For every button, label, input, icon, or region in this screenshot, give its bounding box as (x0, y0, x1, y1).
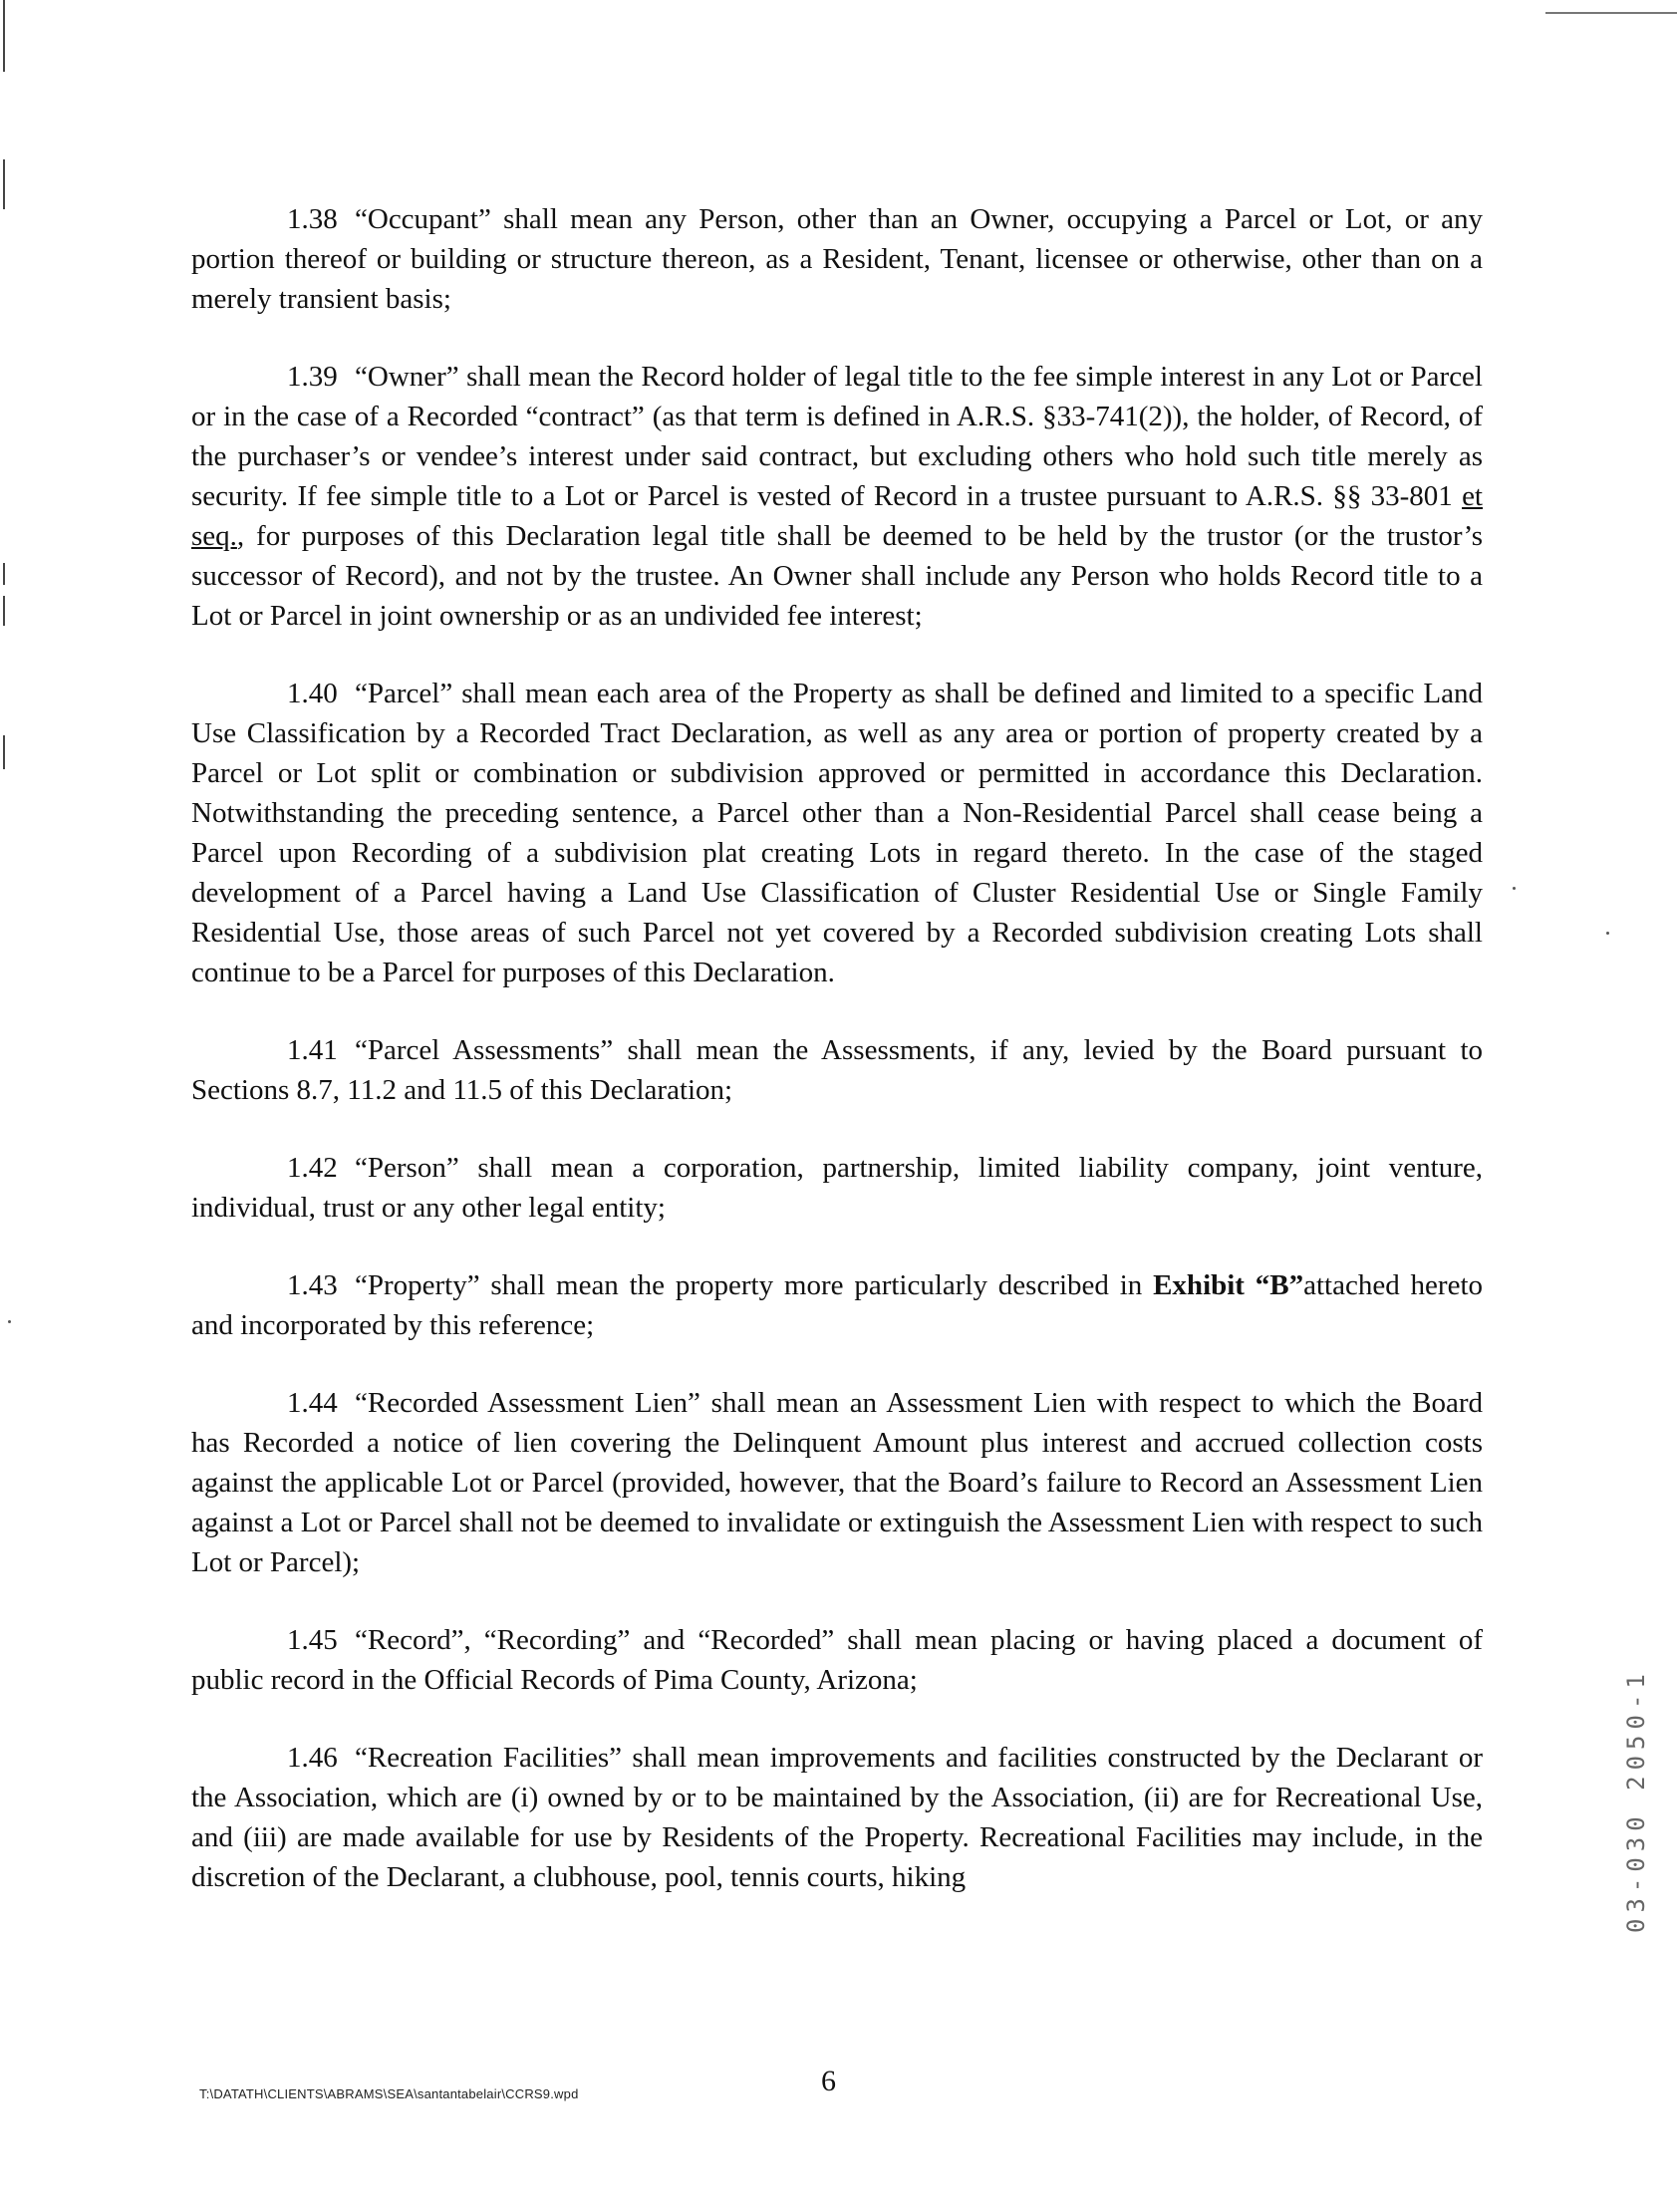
section-number: 1.39 (287, 361, 338, 393)
definition-1-43 (191, 1265, 1483, 1345)
scan-speck (1513, 887, 1516, 890)
definition-1-42 (191, 1148, 1483, 1228)
definition-text: “Record”, “Recording” and “Recorded” shall mean placing or having placed a document of public record in the Official Records of Pima County, Arizona; (191, 1624, 1483, 1696)
footer-file-path: T:\DATATH\CLIENTS\ABRAMS\SEA\santantabelair\CCRS9.wpd (199, 2086, 579, 2101)
section-number: 1.43 (287, 1269, 338, 1301)
definition-text: “Occupant” shall mean any Person, other than an Owner, occupying a Parcel or Lot, or any portion thereof or building or structure thereon, as a Resident, Tenant, licensee or otherwise, other than on a merely transient basis; (191, 203, 1483, 315)
scan-mark (3, 596, 5, 626)
scan-speck (8, 1320, 11, 1323)
definition-1-38 (191, 199, 1483, 319)
definition-1-40 (191, 674, 1483, 992)
scan-mark (3, 159, 5, 209)
scan-mark (3, 735, 5, 769)
page-number: 6 (821, 2065, 836, 2097)
definition-text: “Parcel” shall mean each area of the Property as shall be defined and limited to a specific Land Use Classification by a Recorded Tract Declaration, as well as any area or portion of property created by a Parcel or Lot split or combination or subdivision approved or permitted in accordance this Declaration. Notwithstanding the preceding sentence, a Parcel other than a Non-Residential Parcel shall cease being a Parcel upon Recording of a subdivision plat creating Lots in regard thereto. In the case of the staged development of a Parcel having a Land Use Classification of Cluster Residential Use or Single Family Residential Use, those areas of such Parcel not yet covered by a Recorded subdivision creating Lots shall continue to be a Parcel for purposes of this Declaration. (191, 678, 1483, 988)
definition-text-continued: attached hereto and incorporated by this reference; (191, 1269, 1483, 1341)
definition-1-41 (191, 1030, 1483, 1110)
recording-stamp (1594, 1574, 1650, 1933)
section-number: 1.42 (287, 1152, 338, 1184)
section-number: 1.38 (287, 203, 338, 235)
definition-text: “Person” shall mean a corporation, partnership, limited liability company, joint venture, individual, trust or any other legal entity; (191, 1152, 1483, 1224)
citation-et-seq: et seq. (191, 480, 1483, 552)
definition-text: “Property” shall mean the property more particularly described in (355, 1269, 1154, 1301)
definition-text: “Owner” shall mean the Record holder of legal title to the fee simple interest in any Lot or Parcel or in the case of a Recorded “contract” (as that term is defined in A.R.S. §33-741(2)), the holder, of Record, of the purchaser’s or vendee’s interest under said contract, but excluding others who hold such title merely as security. If fee simple title to a Lot or Parcel is vested of Record in a trustee pursuant to A.R.S. §§ 33-801 (191, 361, 1483, 512)
definition-1-46 (191, 1738, 1483, 1897)
section-number: 1.46 (287, 1742, 338, 1774)
definition-text: “Recorded Assessment Lien” shall mean an Assessment Lien with respect to which the Board has Recorded a notice of lien covering the Delinquent Amount plus interest and accrued collection costs against the applicable Lot or Parcel (provided, however, that the Board’s failure to Record an Assessment Lien against a Lot or Parcel shall not be deemed to invalidate or extinguish the Assessment Lien with respect to such Lot or Parcel); (191, 1387, 1483, 1578)
scan-speck (1606, 932, 1609, 935)
exhibit-reference: Exhibit “B” (1153, 1269, 1304, 1301)
scan-mark (3, 563, 5, 585)
definition-1-39 (191, 357, 1483, 636)
definition-1-44 (191, 1383, 1483, 1582)
definition-1-45 (191, 1620, 1483, 1700)
definition-text-continued: , for purposes of this Declaration legal title shall be deemed to be held by the trustor (or the trustor’s successor of Record), and not by the trustee. An Owner shall include any Person who holds Record title to a Lot or Parcel in joint ownership or as an undivided fee interest; (191, 520, 1483, 632)
scan-mark (3, 0, 5, 72)
definition-text: “Recreation Facilities” shall mean improvements and facilities constructed by the Declarant or the Association, which are (i) owned by or to be maintained by the Association, (ii) are for Recreational Use, and (iii) are made available for use by Residents of the Property. Recreational Facilities may include, in the discretion of the Declarant, a clubhouse, pool, tennis courts, hiking (191, 1742, 1483, 1893)
document-body (191, 199, 1483, 1935)
section-number: 1.41 (287, 1034, 338, 1066)
definition-text: “Parcel Assessments” shall mean the Assessments, if any, levied by the Board pursuant to Sections 8.7, 11.2 and 11.5 of this Declaration; (191, 1034, 1483, 1106)
section-number: 1.44 (287, 1387, 338, 1419)
scan-edge-line (1545, 12, 1677, 14)
section-number: 1.45 (287, 1624, 338, 1656)
section-number: 1.40 (287, 678, 338, 709)
recording-stamp-text: 03-030 2050-1 (1622, 1668, 1650, 1933)
